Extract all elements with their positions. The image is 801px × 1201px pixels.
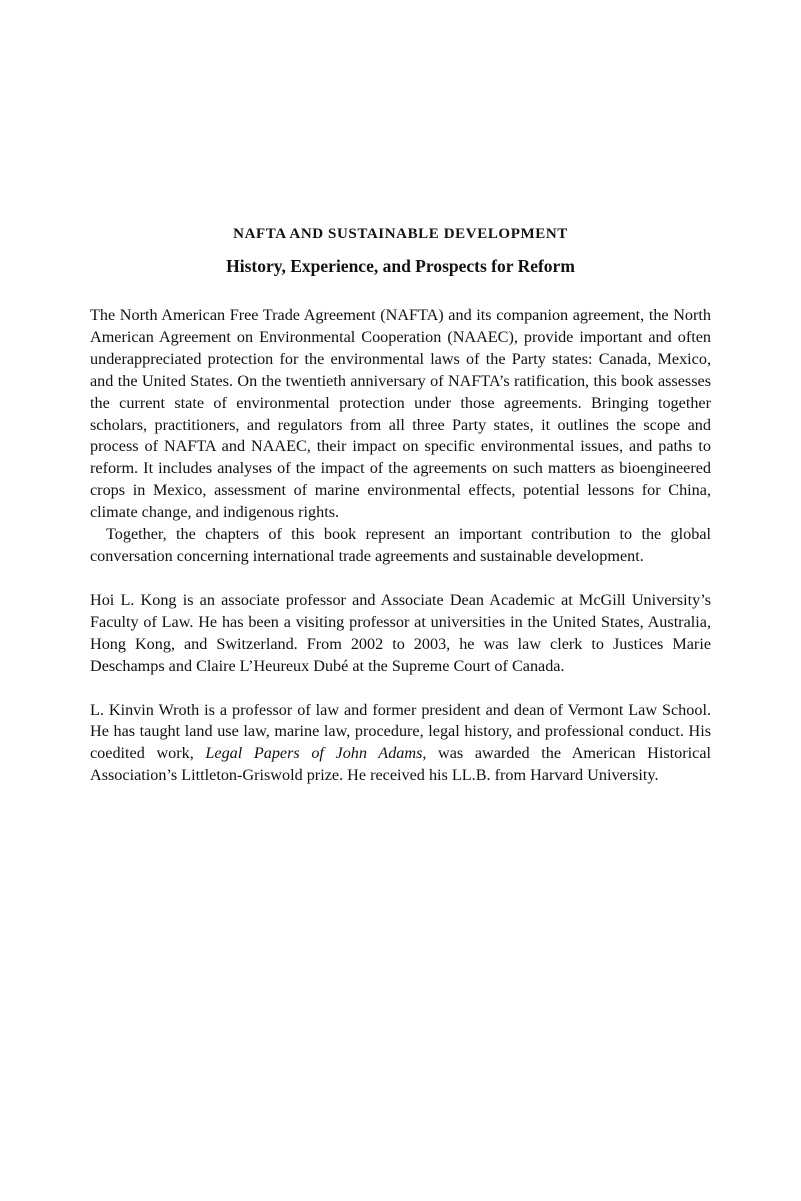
bio-kong-text: Hoi L. Kong is an associate professor and Associate Dean Academic at McGill University’s Faculty of Law. He has been a visiting professor at universities in the United States, Australia, Hong Kong, and Switzerland. From 2002 to 2003, he was law clerk to Justices Marie Deschamps and Claire L’Heureux Dubé at the Supreme Court of Canada. xyxy=(90,590,711,675)
bio-wroth-text-end: , was awarded the American Historical Association’s Littleton-Griswold prize. He received his LL.B. from Harvard University. xyxy=(90,744,711,785)
author-bio-wroth xyxy=(90,700,711,788)
description-paragraph-2: Together, the chapters of this book represent an important contribution to the global conversation concerning international trade agreements and sustainable development. xyxy=(90,525,711,565)
book-title-italic: Legal Papers of John Adams xyxy=(205,744,423,763)
author-bio-kong xyxy=(90,590,711,678)
bio-wroth-text-start: L. Kinvin Wroth is a professor of law and former president and dean of Vermont Law School. He has taught land use law, marine law, procedure, legal history, and professional conduct. His coedited work, xyxy=(90,700,711,763)
book-subtitle: History, Experience, and Prospects for Reform xyxy=(226,256,575,276)
bio-wroth-text xyxy=(90,700,711,788)
book-description xyxy=(90,305,711,568)
book-page xyxy=(90,224,711,787)
description-paragraph-1: The North American Free Trade Agreement (NAFTA) and its companion agreement, the North American Agreement on Environmental Cooperation (NAAEC), provide important and often underappreciated protection for the environmental laws of the Party states: Canada, Mexico, and the United States. On the twentieth anniversary of NAFTA’s ratification, this book assesses the current state of environmental protection under those agreements. Bringing together scholars, practitioners, and regulators from all three Party states, it outlines the scope and process of NAFTA and NAAEC, their impact on specific environmental issues, and paths to reform. It includes analyses of the impact of the agreements on such matters as bioengineered crops in Mexico, assessment of marine environmental effects, potential lessons for China, climate change, and indigenous rights. xyxy=(90,306,711,522)
book-title: NAFTA AND SUSTAINABLE DEVELOPMENT xyxy=(233,226,568,242)
